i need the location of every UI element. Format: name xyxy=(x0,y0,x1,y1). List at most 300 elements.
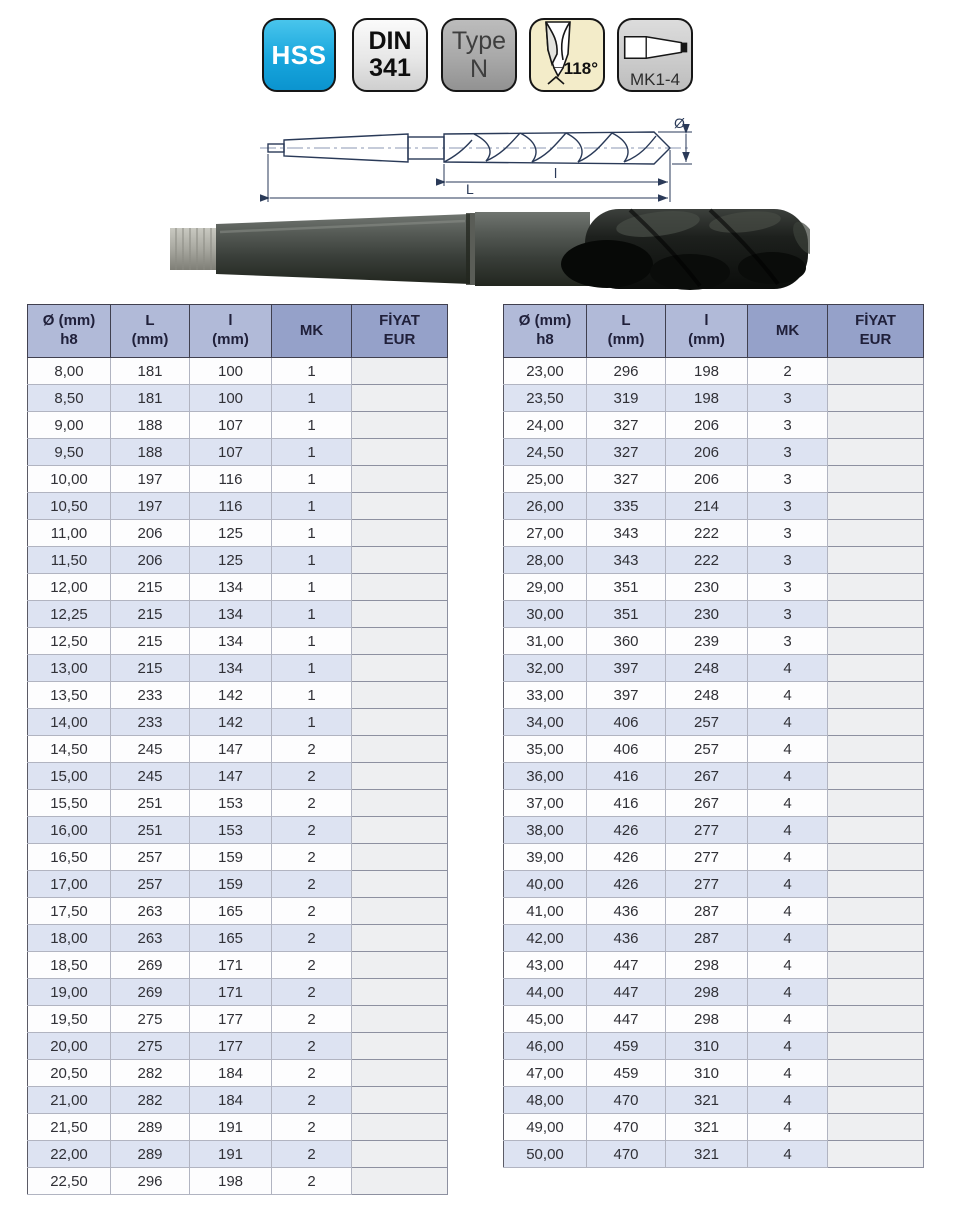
cell-overall-length: 275 xyxy=(111,1033,190,1060)
cell-overall-length: 197 xyxy=(111,493,190,520)
table-row xyxy=(28,817,448,844)
cell-diameter: 16,50 xyxy=(28,844,111,871)
cell-price xyxy=(828,763,924,790)
cell-flute-length: 184 xyxy=(190,1087,272,1114)
cell-diameter: 13,50 xyxy=(28,682,111,709)
cell-diameter: 42,00 xyxy=(504,925,587,952)
table-row xyxy=(504,763,924,790)
cell-price xyxy=(352,682,448,709)
cell-mk: 3 xyxy=(748,385,828,412)
table-row xyxy=(28,1114,448,1141)
cell-mk: 4 xyxy=(748,790,828,817)
table-row xyxy=(504,952,924,979)
cell-mk: 2 xyxy=(272,844,352,871)
cell-flute-length: 134 xyxy=(190,574,272,601)
cell-flute-length: 198 xyxy=(666,385,748,412)
cell-mk: 2 xyxy=(272,1114,352,1141)
cell-flute-length: 165 xyxy=(190,925,272,952)
cell-mk: 4 xyxy=(748,763,828,790)
cell-mk: 2 xyxy=(272,736,352,763)
cell-flute-length: 165 xyxy=(190,898,272,925)
cell-price xyxy=(828,601,924,628)
cell-flute-length: 125 xyxy=(190,520,272,547)
cell-diameter: 15,00 xyxy=(28,763,111,790)
cell-diameter: 17,00 xyxy=(28,871,111,898)
table-row xyxy=(504,1060,924,1087)
table-row xyxy=(504,817,924,844)
cell-mk: 4 xyxy=(748,817,828,844)
cell-overall-length: 245 xyxy=(111,736,190,763)
cell-flute-length: 310 xyxy=(666,1033,748,1060)
cell-overall-length: 426 xyxy=(587,817,666,844)
cell-diameter: 16,00 xyxy=(28,817,111,844)
cell-overall-length: 215 xyxy=(111,601,190,628)
cell-overall-length: 470 xyxy=(587,1087,666,1114)
cell-overall-length: 269 xyxy=(111,952,190,979)
cell-mk: 4 xyxy=(748,1087,828,1114)
type-badge-line2: N xyxy=(469,55,489,83)
cell-mk: 1 xyxy=(272,574,352,601)
cell-overall-length: 257 xyxy=(111,844,190,871)
cell-mk: 2 xyxy=(272,1087,352,1114)
cell-flute-length: 248 xyxy=(666,655,748,682)
cell-diameter: 18,00 xyxy=(28,925,111,952)
cell-diameter: 47,00 xyxy=(504,1060,587,1087)
cell-overall-length: 426 xyxy=(587,871,666,898)
cell-overall-length: 343 xyxy=(587,520,666,547)
cell-flute-length: 116 xyxy=(190,493,272,520)
cell-overall-length: 416 xyxy=(587,790,666,817)
cell-mk: 2 xyxy=(272,925,352,952)
cell-price xyxy=(828,574,924,601)
cell-price xyxy=(828,520,924,547)
cell-flute-length: 248 xyxy=(666,682,748,709)
table-row xyxy=(504,601,924,628)
type-n-badge xyxy=(441,18,517,92)
cell-overall-length: 263 xyxy=(111,925,190,952)
cell-price xyxy=(352,358,448,385)
cell-flute-length: 125 xyxy=(190,547,272,574)
table-row xyxy=(504,1087,924,1114)
cell-flute-length: 206 xyxy=(666,412,748,439)
cell-mk: 2 xyxy=(272,1033,352,1060)
cell-diameter: 9,50 xyxy=(28,439,111,466)
cell-diameter: 19,50 xyxy=(28,1006,111,1033)
cell-overall-length: 215 xyxy=(111,655,190,682)
cell-flute-length: 321 xyxy=(666,1114,748,1141)
cell-mk: 3 xyxy=(748,439,828,466)
cell-flute-length: 206 xyxy=(666,439,748,466)
cell-flute-length: 191 xyxy=(190,1141,272,1168)
table-row xyxy=(28,952,448,979)
cell-flute-length: 287 xyxy=(666,925,748,952)
table-row xyxy=(504,979,924,1006)
cell-diameter: 8,00 xyxy=(28,358,111,385)
cell-flute-length: 230 xyxy=(666,574,748,601)
cell-diameter: 29,00 xyxy=(504,574,587,601)
cell-flute-length: 153 xyxy=(190,817,272,844)
cell-flute-length: 277 xyxy=(666,844,748,871)
point-angle-label: 118° xyxy=(563,59,598,78)
cell-overall-length: 351 xyxy=(587,601,666,628)
table-row xyxy=(504,1033,924,1060)
cell-flute-length: 277 xyxy=(666,871,748,898)
cell-flute-length: 206 xyxy=(666,466,748,493)
cell-price xyxy=(828,439,924,466)
table-row xyxy=(28,547,448,574)
table-row xyxy=(504,844,924,871)
cell-price xyxy=(352,520,448,547)
cell-price xyxy=(352,439,448,466)
cell-price xyxy=(352,709,448,736)
cell-flute-length: 100 xyxy=(190,385,272,412)
table-row xyxy=(28,1006,448,1033)
column-header-mk: MK xyxy=(748,305,828,358)
table-row xyxy=(504,790,924,817)
table-row xyxy=(28,871,448,898)
hss-badge xyxy=(262,18,336,92)
cell-overall-length: 215 xyxy=(111,574,190,601)
cell-diameter: 31,00 xyxy=(504,628,587,655)
cell-price xyxy=(828,1006,924,1033)
cell-price xyxy=(352,412,448,439)
cell-price xyxy=(828,844,924,871)
cell-overall-length: 416 xyxy=(587,763,666,790)
cell-flute-length: 310 xyxy=(666,1060,748,1087)
cell-flute-length: 107 xyxy=(190,412,272,439)
cell-diameter: 50,00 xyxy=(504,1141,587,1168)
cell-diameter: 13,00 xyxy=(28,655,111,682)
cell-price xyxy=(352,1114,448,1141)
cell-diameter: 22,00 xyxy=(28,1141,111,1168)
cell-diameter: 39,00 xyxy=(504,844,587,871)
cell-mk: 2 xyxy=(272,1168,352,1195)
table-row xyxy=(504,466,924,493)
cell-diameter: 34,00 xyxy=(504,709,587,736)
cell-overall-length: 197 xyxy=(111,466,190,493)
cell-diameter: 20,00 xyxy=(28,1033,111,1060)
cell-overall-length: 296 xyxy=(111,1168,190,1195)
table-row xyxy=(504,628,924,655)
table-row xyxy=(28,790,448,817)
cell-overall-length: 426 xyxy=(587,844,666,871)
cell-diameter: 12,00 xyxy=(28,574,111,601)
cell-diameter: 35,00 xyxy=(504,736,587,763)
cell-overall-length: 406 xyxy=(587,709,666,736)
cell-price xyxy=(828,925,924,952)
cell-overall-length: 360 xyxy=(587,628,666,655)
cell-price xyxy=(352,871,448,898)
cell-price xyxy=(828,547,924,574)
cell-diameter: 17,50 xyxy=(28,898,111,925)
cell-flute-length: 171 xyxy=(190,979,272,1006)
cell-price xyxy=(352,1006,448,1033)
cell-diameter: 14,00 xyxy=(28,709,111,736)
cell-mk: 1 xyxy=(272,520,352,547)
cell-mk: 3 xyxy=(748,547,828,574)
table-row xyxy=(28,709,448,736)
cell-price xyxy=(828,898,924,925)
cell-diameter: 48,00 xyxy=(504,1087,587,1114)
cell-flute-length: 134 xyxy=(190,628,272,655)
column-header-overall-length: L (mm) xyxy=(111,305,190,358)
cell-overall-length: 343 xyxy=(587,547,666,574)
cell-price xyxy=(828,358,924,385)
cell-flute-length: 171 xyxy=(190,952,272,979)
cell-mk: 1 xyxy=(272,493,352,520)
cell-diameter: 10,00 xyxy=(28,466,111,493)
cell-overall-length: 296 xyxy=(587,358,666,385)
cell-overall-length: 327 xyxy=(587,439,666,466)
cell-overall-length: 327 xyxy=(587,466,666,493)
cell-mk: 4 xyxy=(748,736,828,763)
size-table-right xyxy=(503,304,924,1168)
cell-mk: 4 xyxy=(748,709,828,736)
cell-mk: 3 xyxy=(748,601,828,628)
cell-mk: 4 xyxy=(748,898,828,925)
cell-mk: 2 xyxy=(272,817,352,844)
cell-price xyxy=(352,898,448,925)
cell-flute-length: 287 xyxy=(666,898,748,925)
cell-price xyxy=(828,790,924,817)
table-row xyxy=(28,1033,448,1060)
cell-price xyxy=(352,1141,448,1168)
cell-overall-length: 206 xyxy=(111,520,190,547)
cell-diameter: 11,00 xyxy=(28,520,111,547)
cell-diameter: 14,50 xyxy=(28,736,111,763)
cell-mk: 1 xyxy=(272,439,352,466)
cell-mk: 4 xyxy=(748,1006,828,1033)
cell-overall-length: 447 xyxy=(587,952,666,979)
table-row xyxy=(504,412,924,439)
cell-overall-length: 397 xyxy=(587,682,666,709)
cell-diameter: 20,50 xyxy=(28,1060,111,1087)
morse-taper-badge xyxy=(617,18,693,92)
cell-flute-length: 230 xyxy=(666,601,748,628)
column-header-price: FİYAT EUR xyxy=(352,305,448,358)
cell-flute-length: 159 xyxy=(190,871,272,898)
cell-mk: 4 xyxy=(748,1033,828,1060)
cell-diameter: 24,50 xyxy=(504,439,587,466)
cell-diameter: 15,50 xyxy=(28,790,111,817)
cell-price xyxy=(352,925,448,952)
cell-price xyxy=(828,871,924,898)
cell-price xyxy=(828,1114,924,1141)
cell-mk: 2 xyxy=(272,763,352,790)
cell-flute-length: 198 xyxy=(190,1168,272,1195)
din-badge-line1: DIN xyxy=(368,27,412,55)
cell-overall-length: 275 xyxy=(111,1006,190,1033)
cell-flute-length: 184 xyxy=(190,1060,272,1087)
cell-price xyxy=(828,979,924,1006)
cell-mk: 3 xyxy=(748,628,828,655)
table-row xyxy=(504,547,924,574)
table-row xyxy=(28,412,448,439)
cell-overall-length: 447 xyxy=(587,979,666,1006)
table-row xyxy=(28,763,448,790)
cell-overall-length: 181 xyxy=(111,358,190,385)
cell-diameter: 22,50 xyxy=(28,1168,111,1195)
cell-price xyxy=(352,601,448,628)
column-header-diameter: Ø (mm) h8 xyxy=(28,305,111,358)
cell-diameter: 27,00 xyxy=(504,520,587,547)
table-row xyxy=(28,898,448,925)
point-angle-badge xyxy=(529,18,605,92)
technical-drawing xyxy=(258,110,706,210)
cell-overall-length: 397 xyxy=(587,655,666,682)
cell-flute-length: 134 xyxy=(190,655,272,682)
cell-flute-length: 214 xyxy=(666,493,748,520)
cell-diameter: 41,00 xyxy=(504,898,587,925)
cell-diameter: 49,00 xyxy=(504,1114,587,1141)
cell-flute-length: 267 xyxy=(666,790,748,817)
cell-flute-length: 177 xyxy=(190,1033,272,1060)
cell-overall-length: 269 xyxy=(111,979,190,1006)
cell-price xyxy=(828,952,924,979)
column-header-overall-length: L (mm) xyxy=(587,305,666,358)
column-header-mk: MK xyxy=(272,305,352,358)
cell-mk: 2 xyxy=(272,871,352,898)
table-row xyxy=(28,628,448,655)
cell-flute-length: 153 xyxy=(190,790,272,817)
cell-price xyxy=(352,1060,448,1087)
cell-price xyxy=(828,1087,924,1114)
table-row xyxy=(504,655,924,682)
cell-mk: 1 xyxy=(272,358,352,385)
column-header-diameter: Ø (mm) h8 xyxy=(504,305,587,358)
header-row xyxy=(28,305,448,358)
morse-taper-icon xyxy=(620,26,690,69)
din-badge-line2: 341 xyxy=(369,54,411,82)
cell-diameter: 19,00 xyxy=(28,979,111,1006)
cell-flute-length: 191 xyxy=(190,1114,272,1141)
cell-mk: 3 xyxy=(748,412,828,439)
cell-mk: 1 xyxy=(272,412,352,439)
table-row xyxy=(504,925,924,952)
cell-overall-length: 215 xyxy=(111,628,190,655)
table-row xyxy=(28,385,448,412)
table-row xyxy=(504,736,924,763)
cell-overall-length: 282 xyxy=(111,1087,190,1114)
cell-price xyxy=(828,493,924,520)
cell-diameter: 43,00 xyxy=(504,952,587,979)
cell-mk: 1 xyxy=(272,601,352,628)
cell-price xyxy=(828,682,924,709)
table-row xyxy=(504,898,924,925)
cell-overall-length: 459 xyxy=(587,1033,666,1060)
cell-flute-length: 222 xyxy=(666,520,748,547)
cell-price xyxy=(828,709,924,736)
cell-flute-length: 321 xyxy=(666,1141,748,1168)
table-row xyxy=(28,736,448,763)
cell-mk: 4 xyxy=(748,844,828,871)
cell-price xyxy=(828,412,924,439)
cell-price xyxy=(352,736,448,763)
table-row xyxy=(28,439,448,466)
cell-mk: 3 xyxy=(748,493,828,520)
table-row xyxy=(504,1114,924,1141)
cell-mk: 4 xyxy=(748,925,828,952)
cell-flute-length: 298 xyxy=(666,1006,748,1033)
cell-diameter: 32,00 xyxy=(504,655,587,682)
cell-diameter: 21,50 xyxy=(28,1114,111,1141)
cell-overall-length: 459 xyxy=(587,1060,666,1087)
cell-flute-length: 257 xyxy=(666,709,748,736)
table-row xyxy=(504,682,924,709)
cell-diameter: 23,50 xyxy=(504,385,587,412)
cell-diameter: 21,00 xyxy=(28,1087,111,1114)
cell-diameter: 9,00 xyxy=(28,412,111,439)
cell-overall-length: 447 xyxy=(587,1006,666,1033)
cell-diameter: 25,00 xyxy=(504,466,587,493)
cell-overall-length: 436 xyxy=(587,925,666,952)
cell-mk: 1 xyxy=(272,655,352,682)
cell-mk: 4 xyxy=(748,871,828,898)
cell-price xyxy=(828,1141,924,1168)
cell-mk: 2 xyxy=(272,898,352,925)
cell-overall-length: 233 xyxy=(111,682,190,709)
table-row xyxy=(504,493,924,520)
cell-price xyxy=(828,655,924,682)
table-row xyxy=(504,709,924,736)
cell-mk: 3 xyxy=(748,466,828,493)
cell-flute-length: 298 xyxy=(666,952,748,979)
cell-mk: 4 xyxy=(748,1060,828,1087)
table-row xyxy=(28,979,448,1006)
cell-mk: 1 xyxy=(272,682,352,709)
cell-price xyxy=(352,979,448,1006)
cell-overall-length: 188 xyxy=(111,439,190,466)
cell-mk: 3 xyxy=(748,520,828,547)
cell-price xyxy=(352,790,448,817)
cell-diameter: 24,00 xyxy=(504,412,587,439)
cell-overall-length: 436 xyxy=(587,898,666,925)
cell-mk: 4 xyxy=(748,952,828,979)
column-header-flute-length: l (mm) xyxy=(666,305,748,358)
cell-flute-length: 239 xyxy=(666,628,748,655)
cell-overall-length: 470 xyxy=(587,1141,666,1168)
cell-mk: 2 xyxy=(272,1141,352,1168)
cell-overall-length: 351 xyxy=(587,574,666,601)
table-row xyxy=(28,1141,448,1168)
cell-price xyxy=(352,817,448,844)
cell-price xyxy=(352,1033,448,1060)
table-row xyxy=(504,385,924,412)
din-341-badge xyxy=(352,18,428,92)
table-row xyxy=(28,655,448,682)
cell-overall-length: 327 xyxy=(587,412,666,439)
cell-diameter: 37,00 xyxy=(504,790,587,817)
table-row xyxy=(28,925,448,952)
cell-diameter: 12,25 xyxy=(28,601,111,628)
table-row xyxy=(28,844,448,871)
cell-diameter: 23,00 xyxy=(504,358,587,385)
cell-diameter: 11,50 xyxy=(28,547,111,574)
cell-mk: 1 xyxy=(272,547,352,574)
cell-price xyxy=(352,547,448,574)
cell-price xyxy=(352,385,448,412)
cell-mk: 2 xyxy=(272,790,352,817)
cell-overall-length: 188 xyxy=(111,412,190,439)
overall-length-dim-label: L xyxy=(466,181,474,197)
cell-mk: 2 xyxy=(272,1006,352,1033)
column-header-flute-length: l (mm) xyxy=(190,305,272,358)
cell-overall-length: 319 xyxy=(587,385,666,412)
cell-overall-length: 233 xyxy=(111,709,190,736)
cell-flute-length: 107 xyxy=(190,439,272,466)
cell-mk: 1 xyxy=(272,385,352,412)
cell-mk: 2 xyxy=(272,979,352,1006)
